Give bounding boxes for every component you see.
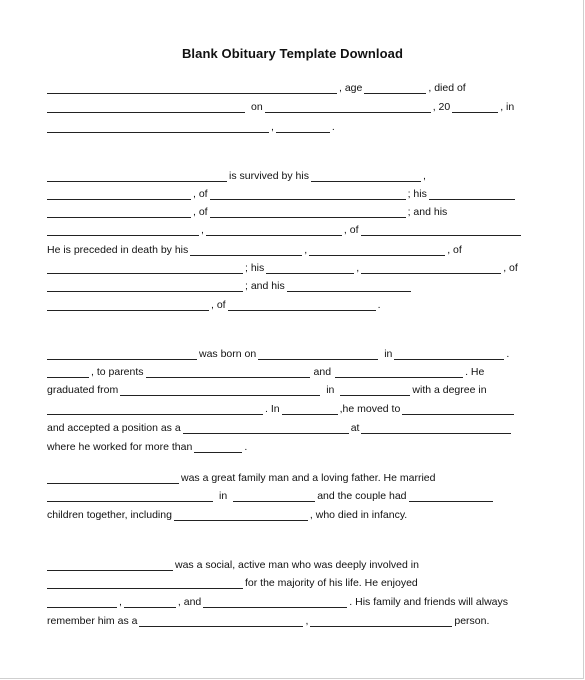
preceded-place-blank-3[interactable]	[228, 299, 376, 311]
p1-line-1	[47, 80, 523, 94]
preceded-relation-blank-2[interactable]	[266, 262, 354, 274]
text-died-of: , died of	[428, 82, 466, 94]
text-his: ; his	[245, 262, 265, 274]
text-comma: ,	[271, 121, 274, 133]
text-and-his: ; and his	[245, 280, 285, 292]
p3-line-2	[47, 364, 523, 378]
text-of: , of	[193, 188, 208, 200]
family-name-blank[interactable]	[47, 472, 179, 484]
survivor-place-blank-1[interactable]	[210, 188, 406, 200]
state-blank[interactable]	[276, 121, 330, 133]
p3-line-1	[47, 346, 523, 360]
text-of: , of	[343, 224, 359, 236]
hobby-blank-3[interactable]	[203, 596, 347, 608]
text-at: at	[350, 422, 360, 434]
p3-line-4	[47, 401, 523, 415]
text-person: person.	[454, 615, 490, 627]
text-his: ; his	[407, 188, 427, 200]
text-and-his: ; and his	[407, 206, 448, 218]
survivor-place-blank-2[interactable]	[210, 206, 406, 218]
text-of: , of	[503, 262, 518, 274]
document-title: Blank Obituary Template Download	[181, 46, 404, 61]
text-in-sentence: . In	[265, 403, 280, 415]
position-blank[interactable]	[183, 422, 349, 434]
text-worked-for: where he worked for more than	[47, 441, 193, 453]
children-count-blank[interactable]	[409, 490, 493, 502]
p2-line-4	[47, 222, 523, 236]
p2-line-2	[47, 186, 523, 200]
hobby-blank-2[interactable]	[124, 596, 176, 608]
text-social: was a social, active man who was deeply involved in	[175, 559, 419, 571]
text-age: , age	[339, 82, 363, 94]
move-place-blank[interactable]	[402, 403, 514, 415]
age-blank[interactable]	[364, 82, 426, 94]
p4-line-2	[47, 488, 523, 502]
social-name-blank[interactable]	[47, 559, 173, 571]
p3-line-6	[47, 439, 523, 453]
born-name-blank[interactable]	[47, 348, 197, 360]
name-blank[interactable]	[47, 82, 337, 94]
cause-blank[interactable]	[47, 101, 245, 113]
text-and: , and	[177, 596, 202, 608]
p4-line-1	[47, 470, 523, 484]
p2-line-7	[47, 278, 523, 292]
text-survived-by: is survived by his	[229, 170, 309, 182]
deceased-blank[interactable]	[47, 170, 227, 182]
text-graduated-from: graduated from	[47, 384, 119, 396]
school-blank[interactable]	[120, 384, 320, 396]
p2-line-1	[47, 168, 523, 182]
text-children: children together, including	[47, 509, 172, 521]
move-year-blank[interactable]	[282, 403, 338, 415]
employer-blank[interactable]	[361, 422, 511, 434]
text-period: .	[244, 441, 248, 453]
survivor-name-blank-1[interactable]	[47, 188, 191, 200]
p3-line-5	[47, 420, 523, 434]
preceded-place-blank-2[interactable]	[47, 280, 243, 292]
trait-blank-1[interactable]	[139, 615, 303, 627]
involvement-blank[interactable]	[47, 577, 243, 589]
text-he: . He	[465, 366, 485, 378]
text-died-infancy: , who died in infancy.	[309, 509, 408, 521]
p5-line-1	[47, 557, 523, 571]
date-blank[interactable]	[265, 101, 431, 113]
p5-line-2	[47, 575, 523, 589]
text-comma: ,	[304, 244, 308, 256]
degree-blank[interactable]	[47, 403, 263, 415]
text-he-moved-to: ,he moved to	[339, 403, 401, 415]
text-couple-had: and the couple had	[317, 490, 407, 502]
survivor-relation-blank-3[interactable]	[47, 224, 199, 236]
text-of: , of	[447, 244, 462, 256]
p2-line-6	[47, 260, 523, 274]
birth-date-blank[interactable]	[258, 348, 378, 360]
mother-blank[interactable]	[335, 366, 463, 378]
spouse-blank[interactable]	[47, 490, 213, 502]
text-born-on: was born on	[199, 348, 257, 360]
text-family-man: was a great family man and a loving father. He married	[181, 472, 436, 484]
p1-line-3	[47, 119, 523, 133]
survivor-place-blank-3[interactable]	[361, 224, 521, 236]
text-to-parents: , to parents	[91, 366, 144, 378]
p3-line-3	[47, 382, 523, 396]
p1-line-2	[47, 99, 523, 113]
text-comma: ,	[305, 615, 309, 627]
years-worked-blank[interactable]	[194, 441, 242, 453]
text-period: .	[331, 121, 335, 133]
text-in: in	[326, 384, 335, 396]
relation-blank-2[interactable]	[429, 188, 515, 200]
text-on: on	[251, 101, 263, 113]
preceded-name-blank-2[interactable]	[361, 262, 501, 274]
text-comma: ,	[201, 224, 204, 236]
preceded-relation-blank[interactable]	[190, 244, 302, 256]
text-comma: ,	[356, 262, 360, 274]
grad-year-blank[interactable]	[340, 384, 410, 396]
p4-line-3	[47, 507, 523, 521]
text-in: in	[384, 348, 393, 360]
p2-line-5	[47, 242, 523, 256]
text-period: .	[377, 299, 381, 311]
text-with-degree: with a degree in	[412, 384, 487, 396]
preceded-name-blank-1[interactable]	[309, 244, 445, 256]
text-family-friends: . His family and friends will always	[349, 596, 508, 608]
survivor-name-blank-3[interactable]	[206, 224, 342, 236]
trait-blank-2[interactable]	[310, 615, 452, 627]
relation-blank-1[interactable]	[311, 170, 421, 182]
text-period: .	[506, 348, 510, 360]
p2-line-8	[47, 297, 523, 311]
hobby-blank-1[interactable]	[47, 596, 117, 608]
text-preceded: He is preceded in death by his	[47, 244, 189, 256]
text-remember: remember him as a	[47, 615, 138, 627]
text-comma: ,	[119, 596, 122, 608]
city-blank[interactable]	[47, 121, 269, 133]
text-of: , of	[211, 299, 226, 311]
marriage-year-blank[interactable]	[233, 490, 315, 502]
survivor-name-blank-2[interactable]	[47, 206, 191, 218]
text-majority: for the majority of his life. He enjoyed	[245, 577, 418, 589]
text-accepted: and accepted a position as a	[47, 422, 181, 434]
text-year-prefix: , 20	[432, 101, 451, 113]
birth-year-blank[interactable]	[47, 366, 89, 378]
preceded-relation-blank-3[interactable]	[287, 280, 411, 292]
father-blank[interactable]	[146, 366, 310, 378]
child-name-blank[interactable]	[174, 509, 308, 521]
text-of: , of	[193, 206, 208, 218]
text-in: in	[219, 490, 228, 502]
p5-line-3	[47, 594, 523, 608]
preceded-place-blank-1[interactable]	[47, 262, 243, 274]
text-and: and	[313, 366, 332, 378]
p5-line-4	[47, 613, 523, 627]
text-in: , in	[500, 101, 515, 113]
preceded-name-blank-3[interactable]	[47, 299, 209, 311]
p2-line-3	[47, 204, 523, 218]
birth-place-blank[interactable]	[394, 348, 504, 360]
year-blank[interactable]	[452, 101, 498, 113]
text-comma: ,	[422, 170, 426, 182]
